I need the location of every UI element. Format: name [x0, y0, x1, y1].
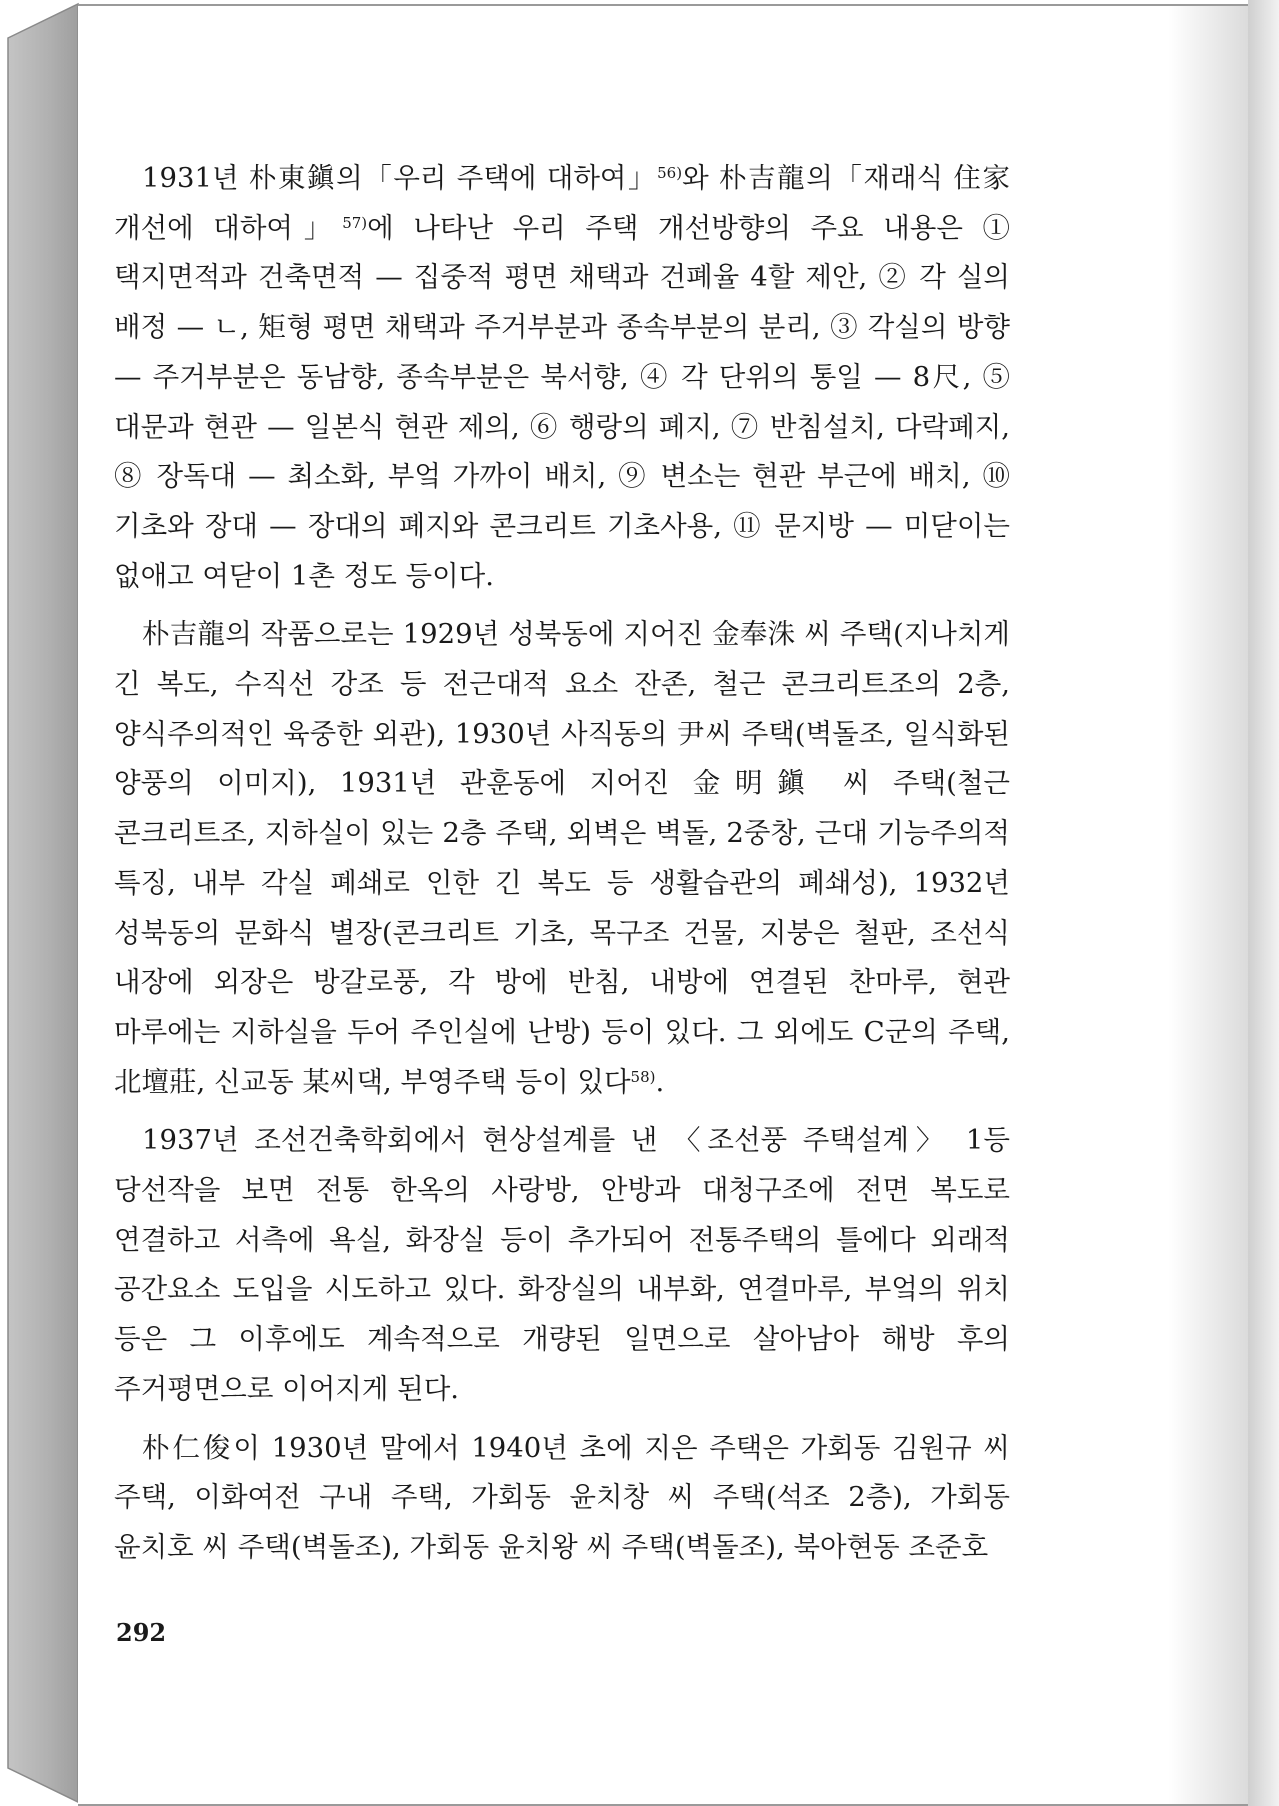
text-run: 朴吉龍의 작품으로는 1929년 성북동에 지어진 金奉洙 씨 주택(지나치게 긴 복도, 수직선 강조 등 전근대적 요소 잔존, 철근 콘크리트조의 2층, 양식주의적인 육중한 외관), 1930년 사직동의 尹씨 주택(벽돌조, 일식화된 양풍의 이미지), 1931년 관훈동에 지어진 金明鎭 씨 주택(철근 콘크리트조, 지하실이 있는 2층 주택, 외벽은 벽돌, 2중창, 근대 기능주의적 특징, 내부 각실 폐쇄로 인한 긴 복도 등 생활습관의 폐쇄성), 1932년 성북동의 문화식 별장(콘크리트 기초, 목구조 건물, 지붕은 철판, 조선식 내장에 외장은 방갈로풍, 각 방에 반침, 내방에 연결된 찬마루, 현관 마루에는 지하실을 두어 주인실에 난방) 등이 있다. 그 외에도 C군의 주택, 北壇莊, 신교동 某씨댁, 부영주택 등이 있다 — [114, 618, 1010, 1098]
page-number: 292 — [116, 1618, 167, 1647]
text-run: 1937년 조선건축학회에서 현상설계를 낸 〈조선풍 주택설계〉 1등 당선작을 보면 전통 한옥의 사랑방, 안방과 대청구조에 전면 복도로 연결하고 서측에 욕실, 화장실 등이 추가되어 전통주택의 틀에다 외래적 공간요소 도입을 시도하고 있다. 화장실의 내부화, 연결마루, 부엌의 위치 등은 그 이후에도 계속적으로 개량된 일면으로 살아남아 해방 후의 주거평면으로 이어지게 된다. — [114, 1124, 1010, 1405]
paragraph-4 — [114, 1424, 1010, 1573]
text-run: 朴仁俊이 1930년 말에서 1940년 초에 지은 주택은 가회동 김원규 씨 주택, 이화여전 구내 주택, 가회동 윤치창 씨 주택(석조 2층), 가회동 윤치호 씨 주택(벽돌조), 가회동 윤치왕 씨 주택(벽돌조), 북아현동 조준호 — [114, 1431, 1010, 1563]
footnote-ref: 57) — [342, 213, 368, 232]
text-run: 에 나타난 우리 주택 개선방향의 주요 내용은 ① 택지면적과 건축면적 — 집중적 평면 채택과 건폐율 4할 제안, ② 각 실의 배정 — ㄴ, 矩형 평면 채택과 주거부분과 종속부분의 분리, ③ 각실의 방향 — 주거부분은 동남향, 종속부분은 북서향, ④ 각 단위의 통일 — 8尺, ⑤ 대문과 현관 — 일본식 현관 제의, ⑥ 행랑의 폐지, ⑦ 반침설치, 다락폐지, ⑧ 장독대 — 최소화, 부엌 가까이 배치, ⑨ 변소는 현관 부근에 배치, ⑩ 기초와 장대 — 장대의 폐지와 콘크리트 기초사용, ⑪ 문지방 — 미닫이는 없애고 여닫이 1촌 정도 등이다. — [114, 211, 1010, 592]
body-text — [114, 154, 1010, 1573]
paragraph-3 — [114, 1116, 1010, 1414]
text-run: 와 朴吉龍의「재래식 住家 개선에 대하여」 — [114, 162, 1010, 244]
text-run: . — [655, 1065, 665, 1098]
page-right-edge — [1248, 0, 1279, 1806]
paragraph-1 — [114, 154, 1010, 601]
paragraph-2 — [114, 610, 1010, 1107]
book-spine — [0, 0, 80, 1806]
text-run: 1931년 朴東鎭의「우리 주택에 대하여」 — [142, 162, 658, 194]
page-edge-shadow — [1168, 6, 1248, 1804]
footnote-ref: 56) — [657, 164, 683, 182]
footnote-ref: 58) — [630, 1067, 656, 1086]
